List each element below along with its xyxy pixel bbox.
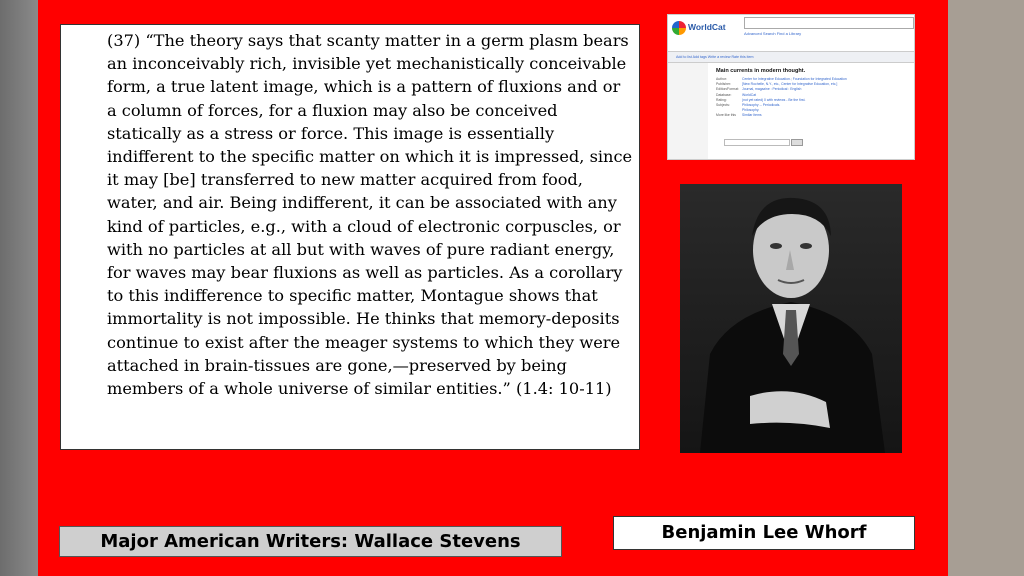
worldcat-record-rows — [716, 77, 912, 119]
worldcat-sidebar — [668, 63, 708, 160]
worldcat-row: More like this Similar Items — [716, 113, 762, 118]
portrait-figure — [680, 184, 902, 453]
worldcat-row: Edition/Format: Journal, magazine : Periodical : English — [716, 87, 802, 92]
worldcat-row: Subjects: Philosophy -- Periodicals. — [716, 102, 781, 107]
worldcat-search-input — [744, 17, 914, 29]
worldcat-globe-icon — [672, 21, 686, 35]
footer-title: Major American Writers: Wallace Stevens — [59, 526, 562, 557]
worldcat-secondary-search — [724, 139, 790, 146]
left-edge-strip — [0, 0, 38, 576]
worldcat-row: Database: WorldCat — [716, 92, 757, 97]
worldcat-tabs: Add to list Add tags Write a review Rate this item — [676, 55, 754, 59]
worldcat-row: Rating: (not yet rated) 0 with reviews - Be the first. — [716, 97, 806, 102]
worldcat-search-button — [791, 139, 803, 146]
quote-box — [60, 24, 640, 450]
quote-text: (37) “The theory says that scanty matter in a germ plasm bears an inconceivably rich, invisible yet mechanistically conceivable form, a true latent image, which is a pattern of fluxions and or a column of forces, for a fluxion may also be conceived statically as a stress or force. This image is essentially indifferent to the specific matter on which it is impressed, since it may [be] transferred to new matter acquired from food, water, and air. Being indifferent, it can be associated with any kind of particles, e.g., with a cloud of electronic corpuscles, or with no particles at all but with waves of pure radiant energy, for waves may bear fluxions as well as particles. As a corollary to this indifference to specific matter, Montague shows that immortality is not impossible. He thinks that memory-deposits continue to exist after the meager systems to which they were attached in brain-tissues are gone,—preserved by being members of a whole universe of similar entities.” (1.4: 10-11) — [107, 31, 633, 399]
worldcat-row: Publisher: [New Rochelle, N.Y., etc., Center for Integrative Education, etc.] — [716, 82, 838, 87]
photo-caption: Benjamin Lee Whorf — [613, 516, 915, 550]
worldcat-logo-text: WorldCat — [688, 22, 726, 32]
worldcat-row: Philosophy. — [742, 108, 760, 113]
worldcat-links: Advanced Search Find a Library — [744, 31, 802, 36]
worldcat-record-title: Main currents in modern thought. — [716, 68, 806, 74]
worldcat-row: Author: Center for Integrative Education.; Foundation for Integrated Education — [716, 77, 847, 81]
right-edge-strip — [948, 0, 1024, 576]
portrait-photo — [680, 184, 902, 453]
worldcat-logo — [672, 19, 728, 41]
worldcat-screenshot — [667, 14, 915, 160]
